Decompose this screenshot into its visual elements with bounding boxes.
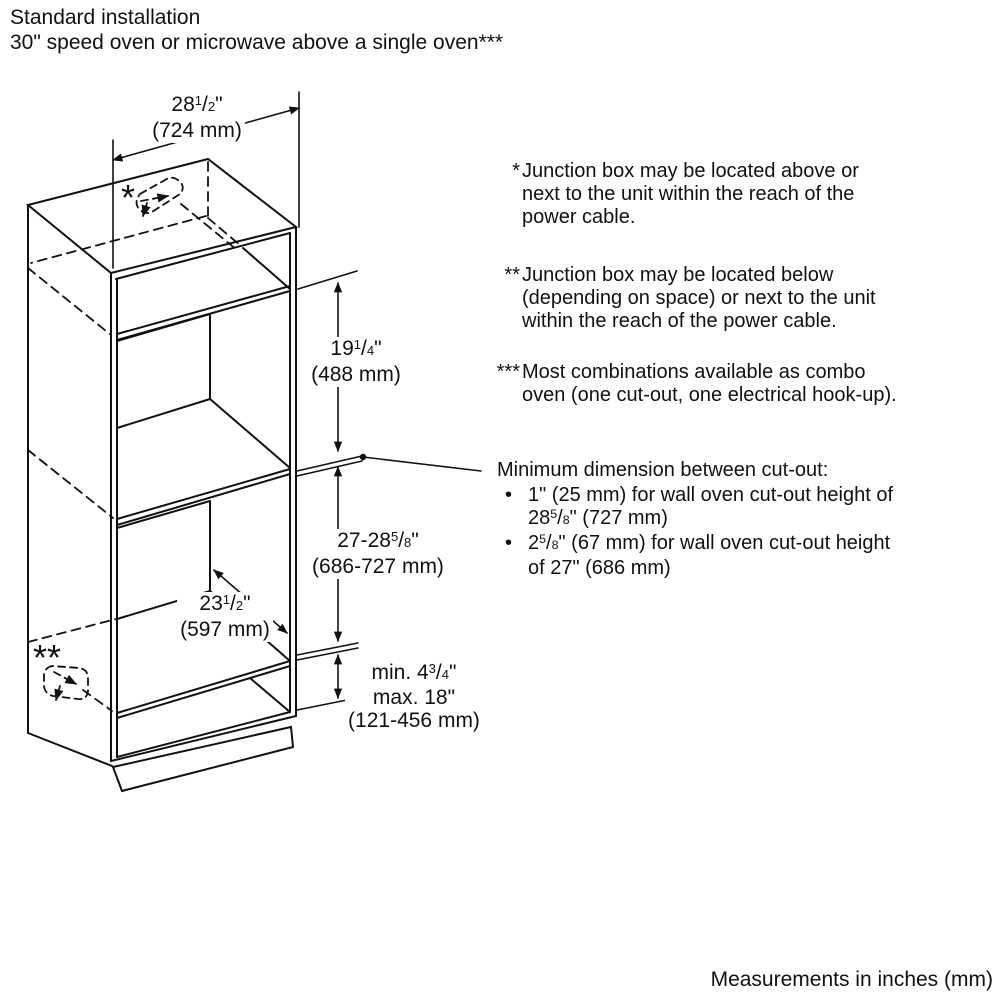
footnote-1 bbox=[493, 160, 923, 229]
fraction-denominator: 8 bbox=[551, 538, 559, 552]
min-dimension-heading: Minimum dimension between cut-out: bbox=[497, 459, 829, 481]
top-rail-inner-edge bbox=[116, 233, 290, 279]
fraction-numerator: 3 bbox=[428, 660, 436, 676]
dimension-width-label bbox=[149, 93, 245, 143]
fraction-denominator: 2 bbox=[235, 598, 244, 613]
measurements-unit-note: Measurements in inches (mm) bbox=[710, 968, 993, 991]
footnote-line: next to the unit within the reach of the bbox=[522, 183, 855, 205]
hidden-shelf-edge-upper bbox=[28, 268, 111, 335]
fraction-numerator: 1 bbox=[194, 92, 203, 108]
bottom-strip-depth-edge bbox=[250, 678, 290, 712]
footnote-3 bbox=[493, 361, 923, 407]
cabinet-top-face bbox=[28, 159, 296, 273]
bullet-line: of 27" (686 mm) bbox=[528, 557, 671, 579]
bullet-text bbox=[528, 532, 890, 580]
dimension-bottom-mm: (121-456 mm) bbox=[348, 709, 480, 732]
bullet-text bbox=[528, 484, 893, 532]
junction-box-top-outline bbox=[137, 178, 183, 213]
dimension-upper-inches: 19$^1$/4" bbox=[330, 336, 382, 360]
bottom-divider-edge-1 bbox=[117, 661, 290, 713]
fraction-numerator: 5 bbox=[539, 531, 547, 546]
footnote-2 bbox=[493, 264, 923, 333]
hidden-shelf-edge-middle bbox=[28, 450, 113, 518]
footnote-line: power cable. bbox=[522, 206, 636, 228]
side-panel-bottom-edge bbox=[28, 733, 112, 766]
fraction-denominator: 8 bbox=[404, 535, 412, 550]
bottom-rail-inner-edge bbox=[117, 712, 290, 757]
footnote-marker: ** bbox=[504, 264, 520, 286]
dimension-depth-mm: (597 mm) bbox=[180, 618, 270, 641]
title-line-1: Standard installation bbox=[10, 6, 201, 29]
page-title bbox=[10, 5, 503, 55]
leader-min-dimension bbox=[360, 454, 481, 471]
bullet-line: 2$^5$/8" (67 mm) for wall oven cut-out height bbox=[528, 531, 891, 554]
dimension-depth-label bbox=[177, 592, 273, 642]
middle-divider-edge-2 bbox=[117, 474, 290, 525]
dimension-width-mm: (724 mm) bbox=[152, 119, 242, 142]
min-dimension-bullet-1 bbox=[497, 484, 977, 532]
vent-strip-depth-edge bbox=[243, 248, 290, 289]
footnote-text bbox=[522, 361, 897, 407]
footnote-line: within the reach of the power cable. bbox=[522, 310, 837, 332]
fraction-numerator: 1 bbox=[222, 591, 231, 607]
toe-kick bbox=[113, 727, 293, 791]
footnote-line: oven (one cut-out, one electrical hook-up). bbox=[522, 384, 897, 406]
dimension-width-inches: 28$^1$/2" bbox=[171, 92, 223, 116]
dimension-upper-mm: (488 mm) bbox=[311, 363, 401, 386]
dimension-lower-mm: (686-727 mm) bbox=[312, 555, 444, 578]
vent-strip-edge-1 bbox=[117, 286, 290, 334]
footnote-line: Most combinations available as combo bbox=[522, 361, 866, 383]
dimension-depth-inches: 23$^1$/2" bbox=[199, 591, 251, 615]
fraction-denominator: 2 bbox=[207, 99, 216, 114]
bottom-divider-edge-2 bbox=[117, 666, 290, 718]
bullet-line: 1" (25 mm) for wall oven cut-out height of bbox=[528, 484, 894, 506]
footnote-line: Junction box may be located below bbox=[522, 264, 834, 286]
fraction-numerator: 5 bbox=[390, 528, 399, 544]
extension-line-top bbox=[298, 271, 357, 289]
bullet-icon: • bbox=[505, 484, 513, 506]
footnote-marker: * bbox=[512, 160, 520, 182]
junction-box-top-arrow-right bbox=[141, 196, 168, 201]
dimension-upper-label bbox=[308, 337, 404, 387]
junction-box-top-arrow-down bbox=[143, 203, 147, 216]
bullet-icon: • bbox=[505, 532, 513, 554]
footnote-text bbox=[522, 264, 876, 333]
hidden-cable-path-top bbox=[181, 204, 237, 250]
fraction-numerator: 1 bbox=[353, 336, 362, 352]
footnote-text bbox=[522, 160, 859, 229]
junction-box-top bbox=[137, 178, 183, 216]
footnote-line: Junction box may be located above or bbox=[522, 160, 859, 182]
fraction-denominator: 4 bbox=[366, 343, 375, 358]
footnote-marker: *** bbox=[496, 361, 520, 383]
fraction-denominator: 4 bbox=[441, 667, 450, 682]
hidden-interior-right-depth-edge bbox=[208, 218, 241, 246]
min-dimension-bullets bbox=[497, 484, 977, 580]
asterisk-marker-top: * bbox=[120, 177, 136, 218]
title-line-2: 30" speed oven or microwave above a single oven*** bbox=[10, 31, 504, 54]
fraction-denominator: 8 bbox=[562, 513, 570, 527]
dimension-bottom-max: max. 18" bbox=[372, 686, 456, 709]
dimension-bottom-label bbox=[345, 661, 483, 732]
speed-oven-cutout bbox=[117, 314, 290, 468]
middle-divider-edge-1 bbox=[117, 469, 290, 519]
dimension-lower-label bbox=[309, 529, 447, 579]
footnote-line: (depending on space) or next to the unit bbox=[522, 287, 876, 309]
dimension-lower-inches: 27-28$^5$/8" bbox=[337, 528, 419, 552]
dimension-bottom-min: min. 4$^3$/4" bbox=[371, 660, 457, 684]
min-dimension-bullet-2 bbox=[497, 532, 977, 580]
fraction-numerator: 5 bbox=[550, 506, 558, 521]
bullet-line: 28$^5$/8" (727 mm) bbox=[528, 506, 668, 529]
asterisk-marker-side: ** bbox=[32, 637, 62, 678]
junction-box-side-arrow-down bbox=[56, 686, 60, 700]
leader-line bbox=[363, 457, 481, 471]
